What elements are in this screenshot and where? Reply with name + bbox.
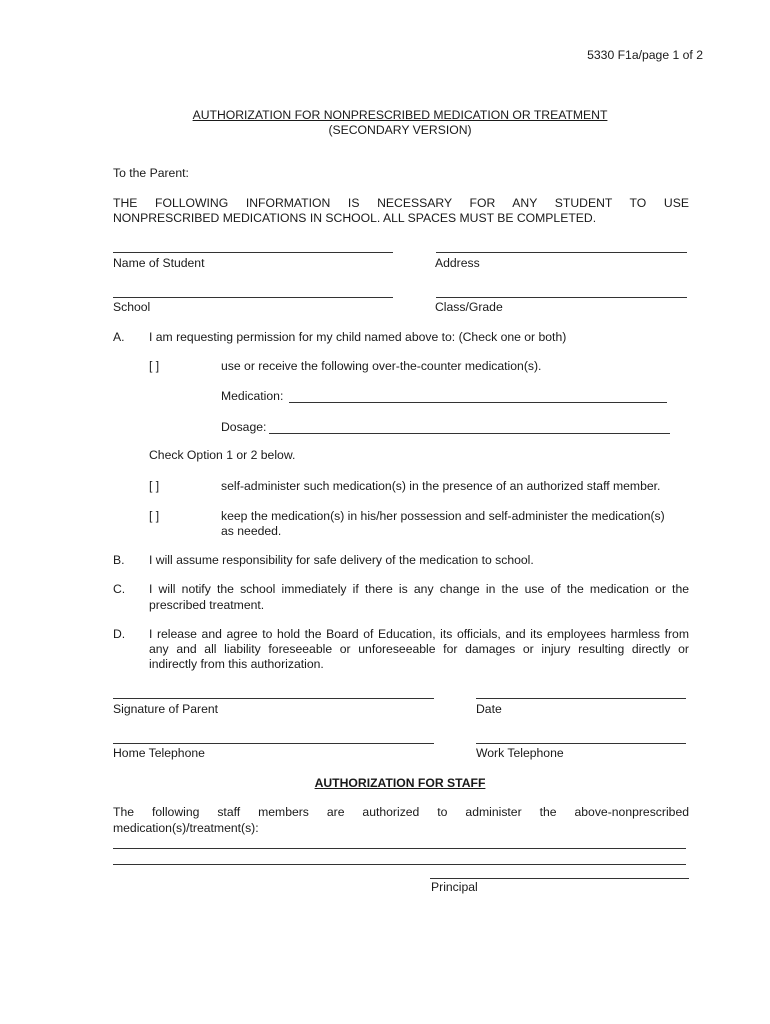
check-option-text: Check Option 1 or 2 below. (149, 448, 296, 462)
medication-field[interactable] (289, 402, 667, 403)
principal-signature-field[interactable] (430, 878, 689, 879)
form-id: 5330 F1a/page 1 of 2 (587, 48, 703, 62)
staff-text-line1: The following staff members are authorized to administer the above-nonprescribed (113, 805, 689, 819)
option1-text: self-administer such medication(s) in the presence of an authorized staff member. (221, 479, 661, 493)
section-b-text: I will assume responsibility for safe delivery of the medication to school. (149, 553, 534, 567)
form-title: AUTHORIZATION FOR NONPRESCRIBED MEDICATION OR TREATMENT (192, 108, 608, 122)
option1-checkbox[interactable]: [ ] (149, 479, 160, 493)
form-subtitle: (SECONDARY VERSION) (328, 123, 472, 137)
address-field[interactable] (436, 252, 687, 253)
section-c-letter: C. (113, 582, 126, 596)
section-d-line3: indirectly from this authorization. (149, 657, 324, 671)
school-field[interactable] (113, 297, 393, 298)
option2-text-line1: keep the medication(s) in his/her possession and self-administer the medication(s) (221, 509, 665, 523)
section-d-line2: any and all liability foreseeable or unforeseeable for damages or injury resulting directly or (149, 642, 689, 656)
student-name-label: Name of Student (113, 256, 205, 270)
dosage-label: Dosage: (221, 420, 267, 434)
staff-text-line2: medication(s)/treatment(s): (113, 821, 259, 835)
otc-text: use or receive the following over-the-counter medication(s). (221, 359, 542, 373)
dosage-field[interactable] (269, 433, 670, 434)
address-label: Address (435, 256, 480, 270)
staff-names-line-2[interactable] (113, 864, 686, 865)
school-label: School (113, 300, 151, 314)
option2-checkbox[interactable]: [ ] (149, 509, 160, 523)
section-a-letter: A. (113, 330, 125, 344)
section-d-letter: D. (113, 627, 126, 641)
parent-signature-label: Signature of Parent (113, 702, 219, 716)
class-grade-field[interactable] (436, 297, 687, 298)
section-c-line2: prescribed treatment. (149, 598, 265, 612)
section-c-line1: I will notify the school immediately if there is any change in the use of the medication or the (149, 582, 689, 596)
notice-line-1: THE FOLLOWING INFORMATION IS NECESSARY FOR ANY STUDENT TO USE (113, 196, 689, 210)
staff-names-line-1[interactable] (113, 848, 686, 849)
section-d-line1: I release and agree to hold the Board of Education, its officials, and its employees harmless from (149, 627, 689, 641)
otc-checkbox[interactable]: [ ] (149, 359, 160, 373)
option2-text-line2: as needed. (221, 524, 282, 538)
student-name-field[interactable] (113, 252, 393, 253)
home-telephone-field[interactable] (113, 743, 434, 744)
work-telephone-label: Work Telephone (476, 746, 564, 760)
notice-line-2: NONPRESCRIBED MEDICATIONS IN SCHOOL. ALL SPACES MUST BE COMPLETED. (113, 211, 597, 225)
parent-signature-field[interactable] (113, 698, 434, 699)
date-label: Date (476, 702, 502, 716)
date-field[interactable] (476, 698, 686, 699)
staff-heading: AUTHORIZATION FOR STAFF (314, 776, 486, 790)
section-b-letter: B. (113, 553, 125, 567)
salutation: To the Parent: (113, 166, 189, 180)
principal-label: Principal (431, 880, 478, 894)
medication-label: Medication: (221, 389, 284, 403)
work-telephone-field[interactable] (476, 743, 686, 744)
section-a-text: I am requesting permission for my child named above to: (Check one or both) (149, 330, 567, 344)
class-grade-label: Class/Grade (435, 300, 503, 314)
home-telephone-label: Home Telephone (113, 746, 205, 760)
